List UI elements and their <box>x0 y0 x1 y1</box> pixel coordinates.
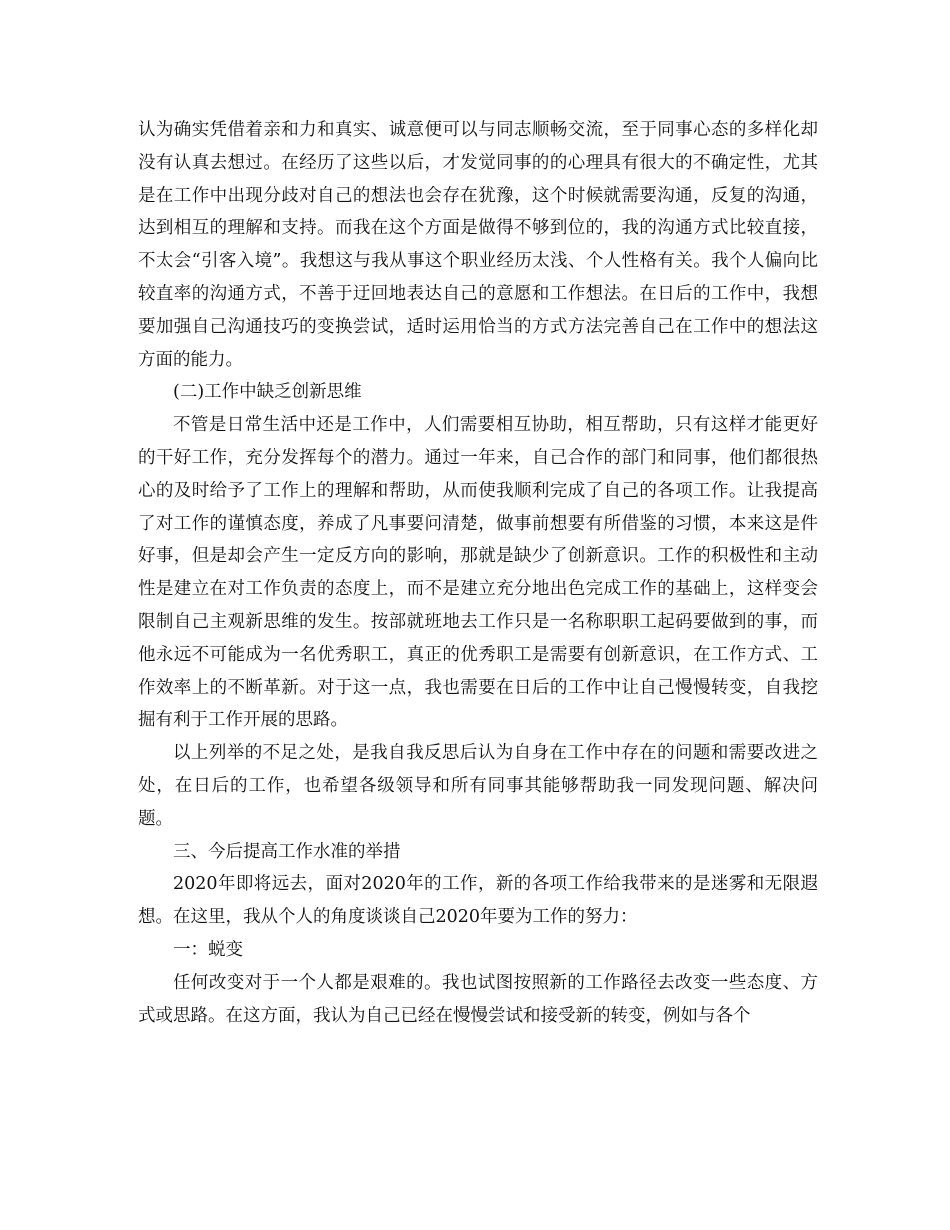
section-heading-innovation: (二)工作中缺乏创新思维 <box>173 382 362 403</box>
document-body <box>138 114 818 1032</box>
paragraph-transformation: 任何改变对于一个人都是艰难的。我也试图按照新的工作路径去改变一些态度、方式或思路。在这方面，我认为自己已经在慢慢尝试和接受新的转变，例如与各个 <box>138 972 818 1026</box>
paragraph-year-plan: 2020年即将远去，面对2020年的工作，新的各项工作给我带来的是迷雾和无限遐想。在这里，我从个人的角度谈谈自己2020年要为工作的努力： <box>138 874 818 928</box>
paragraph-communication: 认为确实凭借着亲和力和真实、诚意便可以与同志顺畅交流，至于同事心态的多样化却没有认真去想过。在经历了这些以后，才发觉同事的的心理具有很大的不确定性，尤其是在工作中出现分歧对自己的想法也会存在犹豫，这个时候就需要沟通，反复的沟通，达到相互的理解和支持。而我在这个方面是做得不够到位的，我的沟通方式比较直接，不太会“引客入境”。我想这与我从事这个职业经历太浅、个人性格有关。我个人偏向比较直率的沟通方式，不善于迂回地表达自己的意愿和工作想法。在日后的工作中，我想要加强自己沟通技巧的变换尝试，适时运用恰当的方式方法完善自己在工作中的想法这方面的能力。 <box>138 120 818 370</box>
section-heading-measures: 三、今后提高工作水准的举措 <box>173 841 401 862</box>
paragraph-innovation: 不管是日常生活中还是工作中，人们需要相互协助，相互帮助，只有这样才能更好的干好工作，充分发挥每个的潜力。通过一年来，自己合作的部门和同事，他们都很热心的及时给予了工作上的理解和帮助，从而使我顺利完成了自己的各项工作。让我提高了对工作的谨慎态度，养成了凡事要问清楚，做事前想要有所借鉴的习惯，本来这是件好事，但是却会产生一定反方向的影响，那就是缺少了创新意识。工作的积极性和主动性是建立在对工作负责的态度上，而不是建立充分地出色完成工作的基础上，这样变会限制自己主观新思维的发生。按部就班地去工作只是一名称职职工起码要做到的事，而他永远不可能成为一名优秀职工，真正的优秀职工是需要有创新意识，在工作方式、工作效率上的不断革新。对于这一点，我也需要在日后的工作中让自己慢慢转变，自我挖掘有利于工作开展的思路。 <box>138 415 818 731</box>
paragraph-summary: 以上列举的不足之处，是我自我反思后认为自身在工作中存在的问题和需要改进之处，在日后的工作，也希望各级领导和所有同事其能够帮助我一同发现问题、解决问题。 <box>138 743 818 829</box>
subheading-transformation: 一：蜕变 <box>173 939 243 960</box>
